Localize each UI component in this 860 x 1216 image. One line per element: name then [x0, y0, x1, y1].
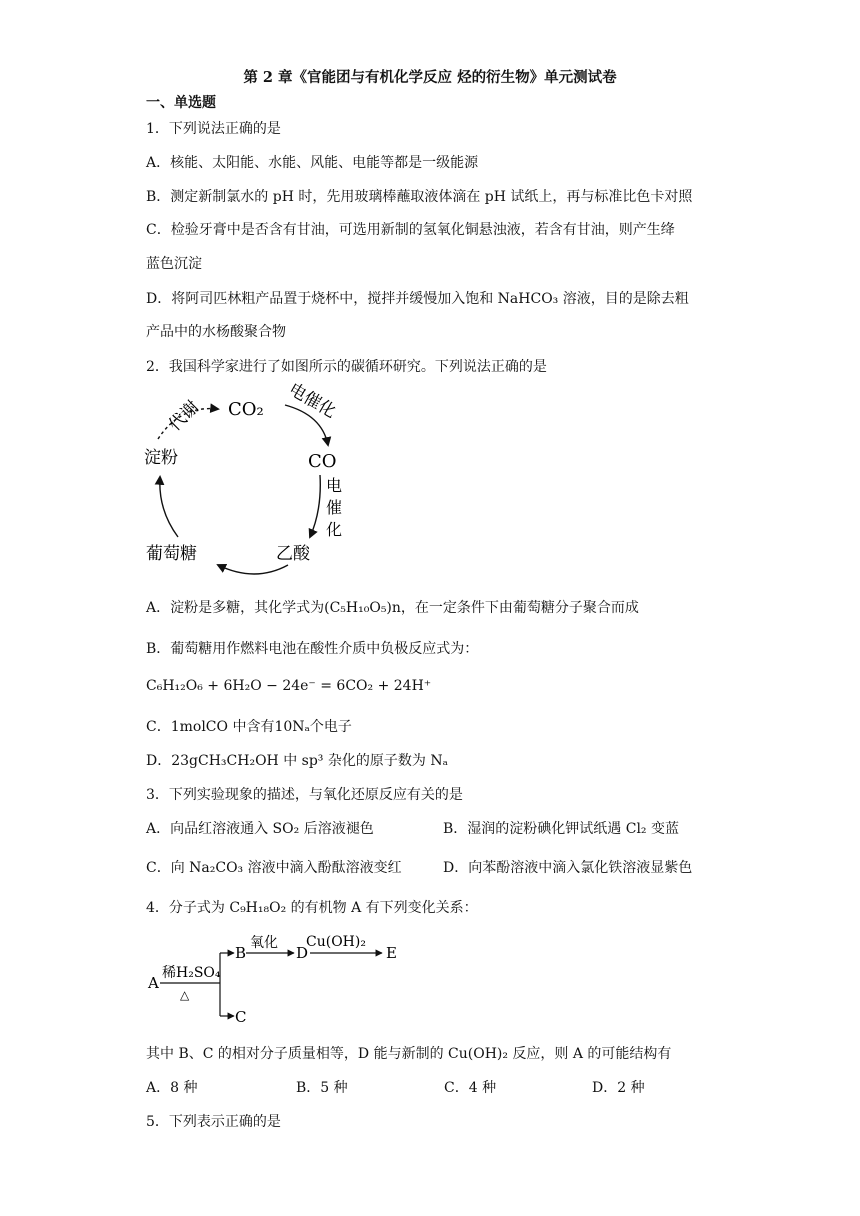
q4-option-a: A．8 种	[146, 1080, 198, 1096]
q1-option-b: B．测定新制氯水的 pH 时，先用玻璃棒蘸取液体滴在 pH 试纸上，再与标准比色卡对照	[146, 189, 693, 205]
q3-option-b: B．湿润的淀粉碘化钾试纸遇 Cl₂ 变蓝	[443, 821, 679, 837]
reaction-scheme-diagram	[146, 928, 426, 1028]
compound-b-label: B	[235, 944, 247, 962]
q4-option-b: B．5 种	[296, 1080, 348, 1096]
metabolism-label: 代谢	[165, 397, 204, 436]
q2-option-b-equation: C₆H₁₂O₆ + 6H₂O − 24e⁻ = 6CO₂ + 24H⁺	[146, 678, 432, 694]
heat-label: △	[180, 988, 190, 1002]
q4-option-d: D．2 种	[592, 1080, 645, 1096]
q1-stem: 1．下列说法正确的是	[146, 121, 281, 137]
glucose-to-starch-arrow	[160, 477, 178, 537]
oxidation-label: 氧化	[250, 935, 278, 951]
q2-option-a-formula: (C₅H₁₀O₅)n	[324, 600, 401, 616]
acetic-acid-label: 乙酸	[276, 544, 310, 564]
page-title: 第 2 章《官能团与有机化学反应 烃的衍生物》单元测试卷	[243, 69, 617, 86]
q4-option-c: C．4 种	[444, 1080, 497, 1096]
carbon-cycle-diagram	[140, 379, 380, 585]
compound-d-label: D	[296, 944, 309, 962]
q5-stem: 5．下列表示正确的是	[146, 1114, 281, 1130]
glucose-label: 葡萄糖	[146, 544, 197, 564]
q3-option-a: A．向品红溶液通入 SO₂ 后溶液褪色	[146, 821, 374, 837]
co2-label: CO₂	[228, 399, 264, 420]
q4-note: 其中 B、C 的相对分子质量相等，D 能与新制的 Cu(OH)₂ 反应，则 A 的可能结构有	[146, 1046, 672, 1062]
electrocatalysis-label-top: 电催化	[285, 379, 340, 423]
q4-stem: 4．分子式为 C₉H₁₈O₂ 的有机物 A 有下列变化关系：	[146, 900, 478, 916]
electrocatalysis-side-1: 电	[326, 476, 343, 495]
reagent-label: 稀H₂SO₄	[162, 965, 221, 981]
q2-stem: 2．我国科学家进行了如图所示的碳循环研究。下列说法正确的是	[146, 359, 547, 375]
q2-option-a	[146, 597, 639, 617]
q2-option-b: B．葡萄糖用作燃料电池在酸性介质中负极反应式为：	[146, 641, 479, 657]
q2-option-c: C．1molCO 中含有10Nₐ个电子	[146, 719, 352, 735]
starch-label: 淀粉	[144, 448, 178, 468]
section-heading: 一、单选题	[146, 95, 216, 111]
acetic-to-glucose-arrow	[218, 565, 288, 574]
compound-a-label: A	[148, 974, 159, 992]
electrocatalysis-arrow-2	[310, 475, 320, 537]
q1-option-c-line2: 蓝色沉淀	[146, 256, 202, 272]
q2-option-a-post: ，在一定条件下由葡萄糖分子聚合而成	[400, 600, 639, 616]
q1-option-d-line1: D．将阿司匹林粗产品置于烧杯中，搅拌并缓慢加入饱和 NaHCO₃ 溶液，目的是除去粗	[146, 291, 689, 307]
compound-c-label: C	[235, 1008, 247, 1026]
compound-e-label: E	[386, 944, 397, 962]
q1-option-c-line1: C．检验牙膏中是否含有甘油，可选用新制的氢氧化铜悬浊液，若含有甘油，则产生绛	[146, 222, 675, 238]
electrocatalysis-side-3: 化	[326, 520, 343, 539]
co-label: CO	[308, 451, 337, 472]
q2-option-a-pre: A．淀粉是多糖，其化学式为	[146, 600, 325, 616]
cuoh2-label: Cu(OH)₂	[306, 934, 366, 950]
q3-stem: 3．下列实验现象的描述，与氧化还原反应有关的是	[146, 787, 463, 803]
q3-option-d: D．向苯酚溶液中滴入氯化铁溶液显紫色	[443, 860, 693, 876]
q2-option-d: D．23gCH₃CH₂OH 中 sp³ 杂化的原子数为 Nₐ	[146, 753, 448, 769]
q1-option-a: A．核能、太阳能、水能、风能、电能等都是一级能源	[146, 155, 479, 171]
electrocatalysis-side-2: 催	[326, 498, 343, 517]
q3-option-c: C．向 Na₂CO₃ 溶液中滴入酚酞溶液变红	[146, 860, 402, 876]
q1-option-d-line2: 产品中的水杨酸聚合物	[146, 324, 286, 340]
